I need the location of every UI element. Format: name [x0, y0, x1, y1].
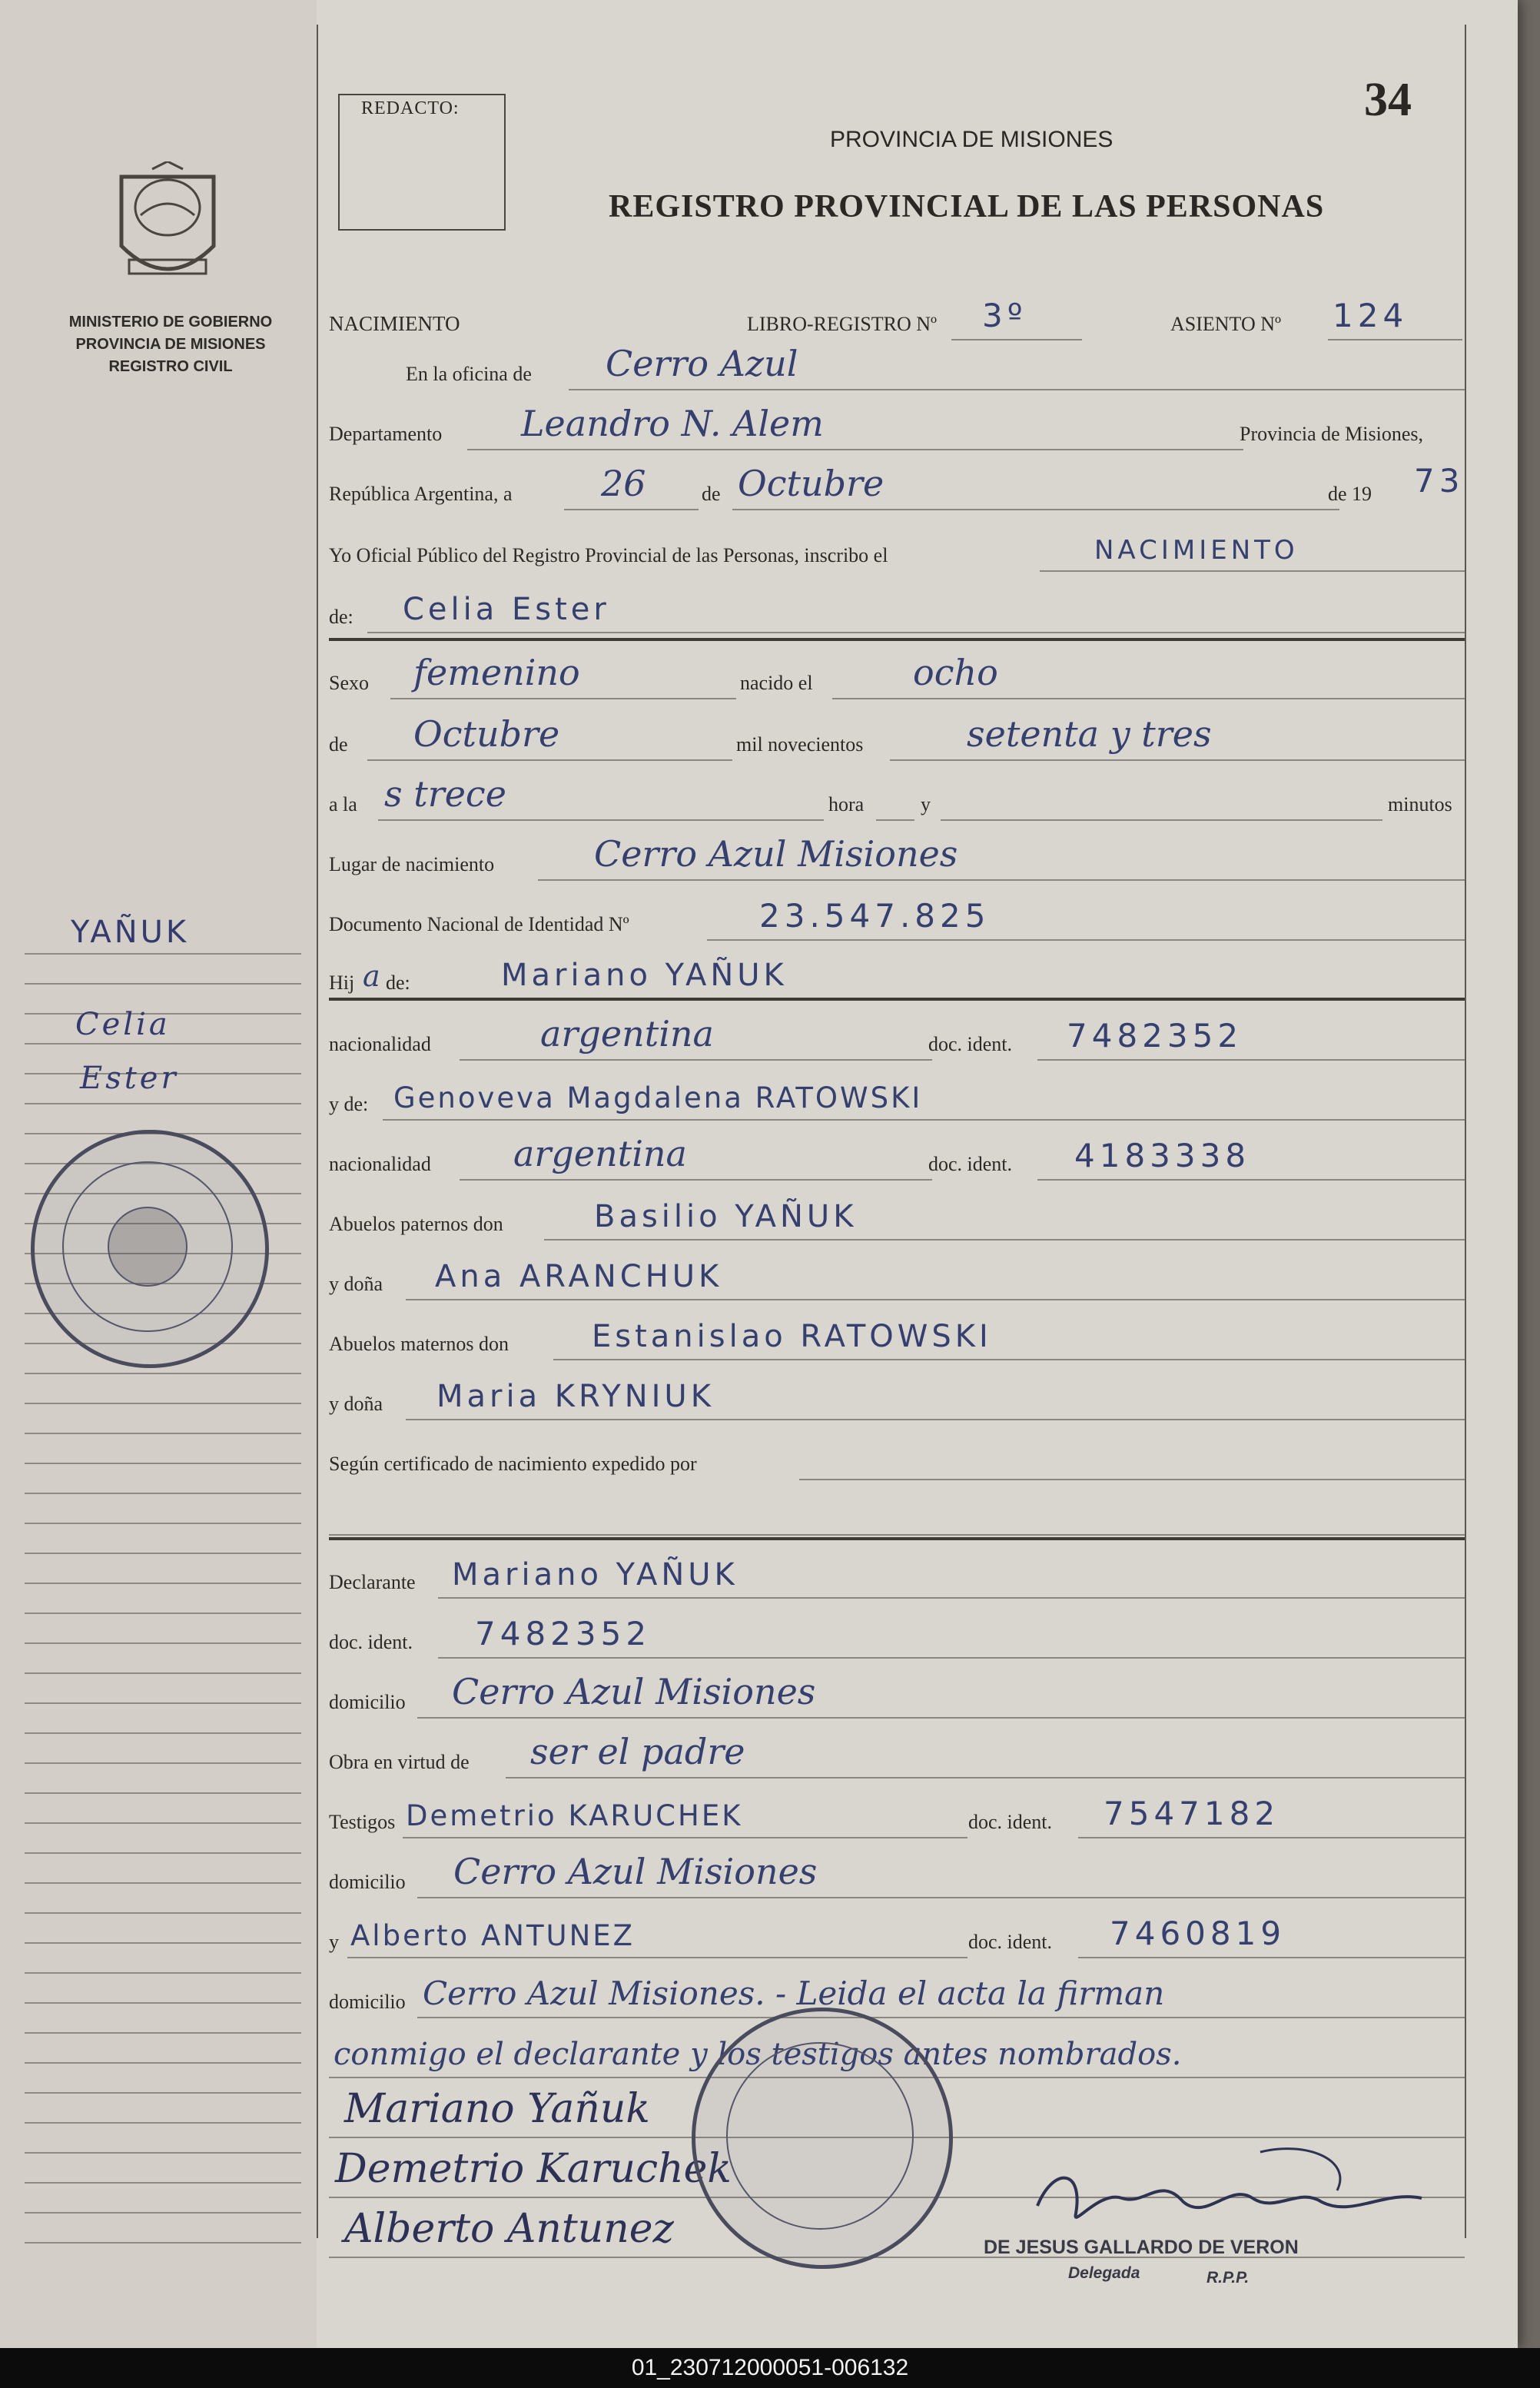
- ministry-line-2: PROVINCIA DE MISIONES: [75, 336, 266, 353]
- yo-oficial-label: Yo Oficial Público del Registro Provincial de las Personas, inscribo el: [329, 544, 888, 566]
- libro-label: LIBRO-REGISTRO Nº: [747, 313, 938, 335]
- row-abuela-paterna: [329, 1248, 1465, 1308]
- departamento-value: Leandro N. Alem: [521, 403, 824, 444]
- departamento-label: Departamento: [329, 423, 443, 445]
- row-nombre: [329, 581, 1465, 641]
- margin-rule: [25, 2002, 301, 2004]
- nacido-label: nacido el: [740, 672, 813, 694]
- official-stamp-role: Delegada: [1068, 2264, 1140, 2282]
- right-rule: [1465, 25, 1466, 2238]
- row-abuela-materna: [329, 1368, 1465, 1428]
- row-certificado-cont: [329, 1483, 1465, 1543]
- margin-rule: [25, 1642, 301, 1644]
- abpat-value: Basilio YAÑUK: [594, 1199, 858, 1234]
- nac2-label: nacionalidad: [329, 1153, 431, 1175]
- margin-rule: [25, 2182, 301, 2184]
- margin-rule: [25, 1612, 301, 1614]
- mes-value: Octubre: [738, 463, 885, 504]
- margin-rule: [25, 1583, 301, 1584]
- milnov-label: mil novecientos: [736, 733, 864, 756]
- margin-rule: [25, 1912, 301, 1914]
- row-testigo-1: [329, 1786, 1465, 1846]
- madre-value: Genoveva Magdalena RATOWSKI: [393, 1081, 923, 1114]
- margin-rule: [25, 1433, 301, 1434]
- registry-stamp-lower: [692, 2008, 953, 2269]
- ministry-line-1: MINISTERIO DE GOBIERNO: [68, 314, 273, 330]
- margin-surname: YAÑUK: [71, 915, 190, 950]
- domicilio1-value: Cerro Azul Misiones: [452, 1671, 816, 1712]
- margin-rule: [25, 1942, 301, 1944]
- doc2-label: doc. ident.: [928, 1153, 1013, 1175]
- ydona2-label: y doña: [329, 1393, 383, 1415]
- ydona1-value: Ana ARANCHUK: [435, 1259, 723, 1294]
- row-doc-declarante: [329, 1606, 1465, 1666]
- margin-rule: [25, 1882, 301, 1884]
- row-abuelo-paterno: [329, 1188, 1465, 1248]
- testigos-label: Testigos: [329, 1811, 396, 1833]
- testigo2-value: Alberto ANTUNEZ: [350, 1919, 636, 1952]
- yo-oficial-value: NACIMIENTO: [1094, 535, 1299, 566]
- ministry-heading: [32, 311, 309, 378]
- doct1-value: 7547182: [1104, 1795, 1280, 1832]
- domicilio2-value: Cerro Azul Misiones: [453, 1851, 818, 1892]
- row-domicilio-1: [329, 1666, 1465, 1726]
- row-nac-madre: [329, 1128, 1465, 1188]
- row-hora: [329, 769, 1465, 829]
- yde-label: y de:: [329, 1093, 369, 1115]
- declarante-label: Declarante: [329, 1571, 416, 1593]
- row-fecha: [329, 458, 1465, 518]
- margin-rule: [25, 1463, 301, 1464]
- segun-label: Según certificado de nacimiento expedido por: [329, 1453, 697, 1475]
- row-mes-anio: [329, 709, 1465, 769]
- doct1-label: doc. ident.: [968, 1811, 1053, 1833]
- official-stamp-name: DE JESUS GALLARDO DE VERON: [984, 2237, 1299, 2258]
- lugar-label: Lugar de nacimiento: [329, 853, 495, 875]
- margin-rule: [25, 1043, 301, 1045]
- abmat-value: Estanislao RATOWSKI: [592, 1319, 992, 1354]
- nacido-value: ocho: [913, 652, 998, 693]
- redacto-label: REDACTO:: [361, 98, 460, 118]
- official-signature-icon: [1030, 2144, 1429, 2237]
- signature-2: Demetrio Karuchek: [335, 2146, 732, 2192]
- dni-label: Documento Nacional de Identidad Nº: [329, 913, 629, 935]
- section-divider-1: [329, 638, 1465, 641]
- hijo-suffix: a: [363, 959, 380, 993]
- lugar-value: Cerro Azul Misiones: [594, 833, 958, 875]
- registry-stamp-margin: [31, 1130, 269, 1368]
- de-label: de: [702, 483, 721, 505]
- anio-prefix: de 19: [1328, 483, 1372, 505]
- provincia-suffix: Provincia de Misiones,: [1240, 423, 1424, 445]
- margin-rule: [25, 2062, 301, 2064]
- margin-rule: [25, 1523, 301, 1524]
- minutos-label: minutos: [1388, 793, 1452, 815]
- nac1-value: argentina: [540, 1013, 714, 1055]
- margin-rule: [25, 1403, 301, 1404]
- margin-rule: [25, 2092, 301, 2094]
- margin-rule: [25, 2032, 301, 2034]
- milnov-value: setenta y tres: [967, 713, 1212, 755]
- margin-rule: [25, 1732, 301, 1734]
- row-domicilio-3: [329, 1966, 1465, 2026]
- row-obra: [329, 1726, 1465, 1786]
- margin-rule: [25, 1972, 301, 1974]
- margin-rule: [25, 2212, 301, 2214]
- registry-title: REGISTRO PROVINCIAL DE LAS PERSONAS: [609, 189, 1325, 224]
- libro-value: 3º: [982, 297, 1027, 334]
- obra-label: Obra en virtud de: [329, 1751, 470, 1773]
- margin-given-name-1: Celia: [75, 1007, 171, 1042]
- signature-3: Alberto Antunez: [344, 2206, 674, 2252]
- padre-value: Mariano YAÑUK: [501, 958, 788, 993]
- abpat-label: Abuelos paternos don: [329, 1213, 503, 1235]
- nac1-label: nacionalidad: [329, 1033, 431, 1055]
- declarante-value: Mariano YAÑUK: [452, 1557, 738, 1593]
- dni-value: 23.547.825: [759, 897, 991, 935]
- margin-rule: [25, 2122, 301, 2124]
- redacto-box: [338, 94, 506, 231]
- doct2-value: 7460819: [1110, 1915, 1286, 1952]
- sexo-value: femenino: [413, 652, 580, 693]
- alas-label: a la: [329, 793, 357, 815]
- de2-label: de:: [329, 606, 353, 628]
- dia-value: 26: [601, 463, 646, 504]
- alas-value: s trece: [384, 773, 506, 815]
- ydona1-label: y doña: [329, 1273, 383, 1295]
- footer-caption: 01_230712000051-006132: [0, 2348, 1540, 2388]
- oficina-label: En la oficina de: [406, 363, 532, 385]
- doc1-label: doc. ident.: [928, 1033, 1013, 1055]
- margin-rule: [25, 1553, 301, 1554]
- row-abuelo-materno: [329, 1308, 1465, 1368]
- domicilio1-label: domicilio: [329, 1691, 406, 1713]
- ydona2-value: Maria KRYNIUK: [436, 1379, 715, 1414]
- crest-icon: [106, 161, 229, 292]
- docdecl-value: 7482352: [475, 1615, 652, 1652]
- oficina-value: Cerro Azul: [606, 343, 798, 384]
- nacimiento-label: NACIMIENTO: [329, 312, 460, 335]
- row-sexo: [329, 647, 1465, 707]
- row-certificado: [329, 1428, 1465, 1488]
- domicilio2-label: domicilio: [329, 1871, 406, 1893]
- nombre-value: Celia Ester: [403, 592, 610, 627]
- margin-rule: [25, 1373, 301, 1374]
- row-madre: [329, 1068, 1465, 1128]
- margin-rule: [25, 1103, 301, 1104]
- margin-rule: [25, 2152, 301, 2154]
- row-inscripcion: [329, 520, 1465, 580]
- asiento-label: ASIENTO Nº: [1170, 313, 1282, 335]
- row-nac-padre: [329, 1008, 1465, 1068]
- margin-rule: [25, 1762, 301, 1764]
- margin-given-name-2: Ester: [80, 1061, 179, 1096]
- domicilio3-value: Cerro Azul Misiones. - Leida el acta la firman: [423, 1975, 1165, 2012]
- doct2-label: doc. ident.: [968, 1931, 1053, 1953]
- margin-rule: [25, 1702, 301, 1704]
- nac2-value: argentina: [513, 1133, 687, 1174]
- anio-value: 73: [1414, 462, 1465, 500]
- margin-rule: [25, 1672, 301, 1674]
- republica-label: República Argentina, a: [329, 483, 513, 505]
- margin-rule: [25, 1822, 301, 1824]
- domicilio3-label: domicilio: [329, 1991, 406, 2013]
- row-domicilio-2: [329, 1846, 1465, 1906]
- row-oficina: [329, 338, 1465, 398]
- page-number: 34: [1364, 74, 1412, 126]
- asiento-value: 124: [1333, 297, 1409, 334]
- row-dni: [329, 888, 1465, 948]
- continuacion-value: conmigo el declarante y los testigos antes nombrados.: [334, 2037, 1182, 2072]
- section-divider-2: [329, 998, 1465, 1001]
- row-testigo-2: [329, 1906, 1465, 1966]
- hijo-de-label: de:: [386, 971, 410, 994]
- margin-rule: [25, 1852, 301, 1854]
- row-lugar: [329, 829, 1465, 888]
- y-label: y: [921, 793, 931, 815]
- margin-rule: [25, 2242, 301, 2244]
- doc1-value: 7482352: [1067, 1017, 1243, 1055]
- official-stamp-office: R.P.P.: [1206, 2269, 1250, 2287]
- row-declarante: [329, 1546, 1465, 1606]
- abmat-label: Abuelos maternos don: [329, 1333, 509, 1355]
- ministry-line-3: REGISTRO CIVIL: [108, 358, 233, 375]
- testigo1-value: Demetrio KARUCHEK: [406, 1799, 743, 1832]
- mes-nac-value: Octubre: [413, 713, 560, 755]
- obra-value: ser el padre: [530, 1731, 745, 1772]
- margin-rule: [25, 1493, 301, 1494]
- hora-label: hora: [828, 793, 865, 815]
- sexo-label: Sexo: [329, 672, 369, 694]
- section-divider-3: [329, 1537, 1465, 1540]
- doc2-value: 4183338: [1074, 1137, 1251, 1174]
- docdecl-label: doc. ident.: [329, 1631, 413, 1653]
- province-title: PROVINCIA DE MISIONES: [830, 127, 1114, 152]
- de3-label: de: [329, 733, 348, 756]
- left-rule: [317, 25, 318, 2238]
- signature-1: Mariano Yañuk: [344, 2086, 650, 2132]
- row-departamento: [329, 398, 1465, 458]
- y2-label: y: [329, 1931, 339, 1953]
- margin-rule: [25, 983, 301, 985]
- margin-rule: [25, 1792, 301, 1794]
- hijo-label: Hij: [329, 971, 355, 994]
- margin-rule: [25, 953, 301, 955]
